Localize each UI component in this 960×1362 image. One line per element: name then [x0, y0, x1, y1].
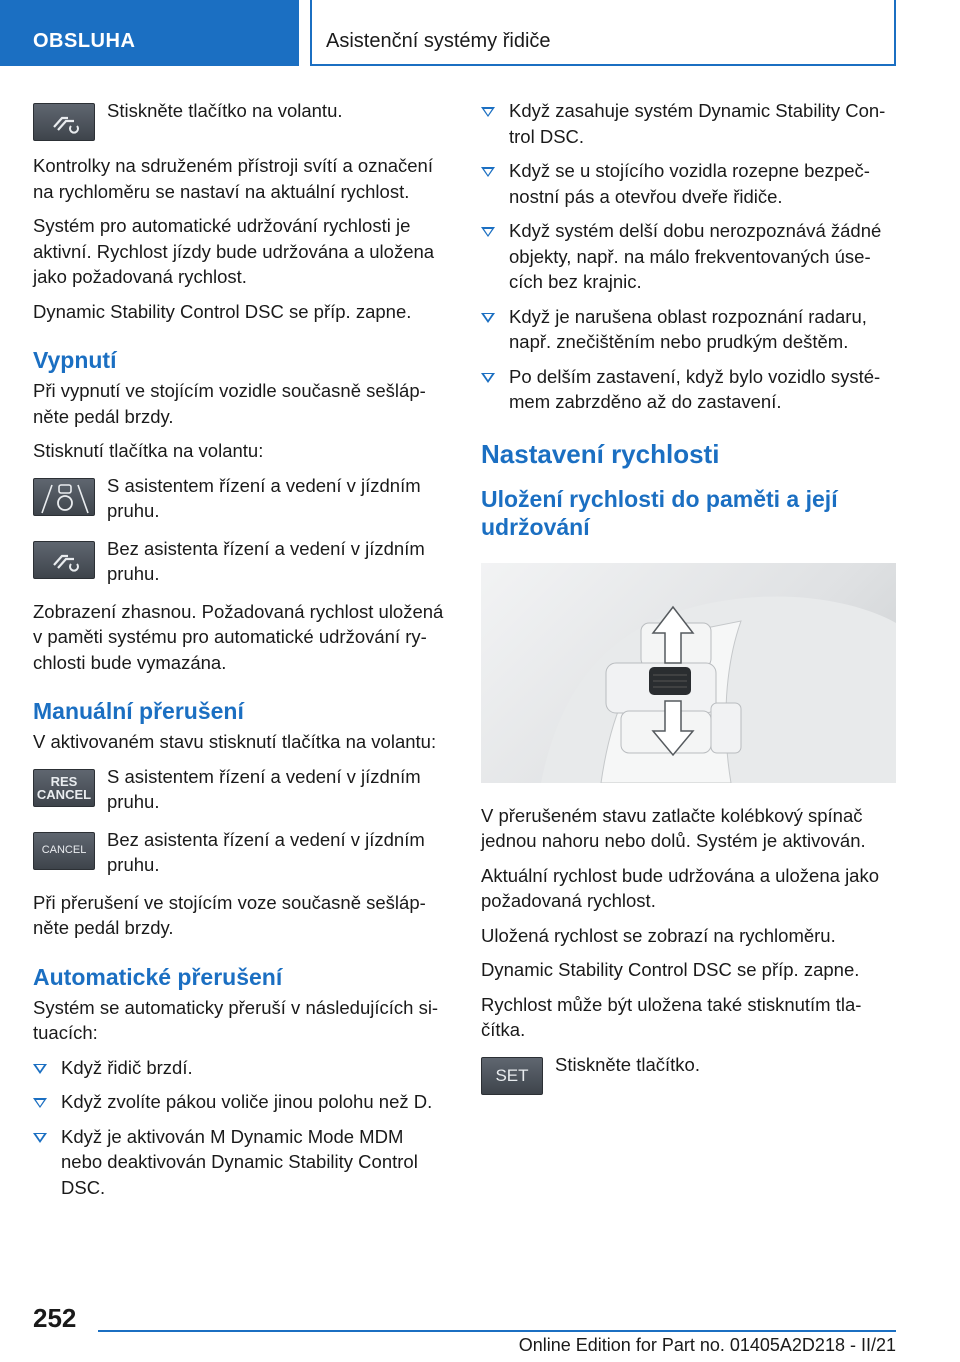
list-item: Když je narušena oblast rozpoznání radaru, např. znečištěním nebo prudkým deštěm.	[481, 304, 896, 355]
steering-wheel-rocker-switch-photo	[481, 563, 896, 783]
paragraph: Uložená rychlost se zobrazí na rychloměru.	[481, 924, 836, 946]
paragraph: V přerušeném stavu zatlačte kolébkový spínač jednou nahoru nebo dolů. Systém je aktivován.	[481, 804, 866, 851]
bullet-list	[481, 98, 896, 415]
paragraph: Dynamic Stability Control DSC se příp. zapne.	[33, 300, 412, 322]
cruise-control-button-icon	[33, 103, 95, 141]
set-label: SET	[495, 1066, 529, 1085]
triangle-bullet-icon	[33, 1133, 47, 1143]
right-column	[481, 98, 896, 1107]
chapter-header	[310, 0, 896, 66]
cancel-button-icon	[33, 832, 95, 870]
section-tab	[0, 0, 299, 66]
instruction-text: Stiskněte tlačítko na volantu.	[107, 100, 343, 121]
paragraph: Zobrazení zhasnou. Požadovaná rychlost uložená v paměti systému pro automatické udržování ry-chlosti bude vymazána.	[33, 600, 444, 673]
triangle-bullet-icon	[481, 107, 495, 117]
instruction-text: S asistentem řízení a vedení v jízdním pruhu.	[107, 765, 421, 812]
paragraph: Systém se automaticky přeruší v následujících si-tuacích:	[33, 996, 439, 1043]
list-item: Když systém delší dobu nerozpoznává žádné objekty, např. na málo frekventovaných úse-cích bez krajnic.	[481, 218, 896, 295]
cancel-label: CANCEL	[41, 844, 87, 856]
triangle-bullet-icon	[33, 1098, 47, 1108]
set-button-icon	[481, 1057, 543, 1095]
heading-auto: Automatické přerušení	[33, 963, 283, 990]
instruction-row	[33, 764, 449, 815]
page-number: 252	[33, 1303, 77, 1333]
heading-nastaveni: Nastavení rychlosti	[481, 438, 720, 469]
paragraph: V aktivovaném stavu stisknutí tlačítka na volantu:	[33, 731, 437, 752]
triangle-bullet-icon	[481, 227, 495, 237]
list-item: Když je aktivován M Dynamic Mode MDM nebo deaktivován Dynamic Stability Control DSC.	[33, 1124, 449, 1201]
list-item: Po delším zastavení, když bylo vozidlo systé-mem zabrzděno až do zastavení.	[481, 364, 896, 415]
list-item: Když zvolíte pákou voliče jinou polohu než D.	[33, 1089, 449, 1115]
lane-assist-button-icon	[33, 478, 95, 516]
paragraph: Při vypnutí ve stojícím vozidle současně sešláp-něte pedál brzdy.	[33, 380, 426, 427]
left-column	[33, 98, 449, 1209]
instruction-row	[481, 1052, 896, 1095]
paragraph: Dynamic Stability Control DSC se příp. zapne.	[481, 959, 860, 980]
list-item: Když zasahuje systém Dynamic Stability Con-trol DSC.	[481, 98, 896, 149]
paragraph: Rychlost může být uložena také stisknutím tla-čítka.	[481, 993, 862, 1040]
paragraph: Stisknutí tlačítka na volantu:	[33, 440, 264, 461]
paragraph: Systém pro automatické udržování rychlosti je aktivní. Rychlost jízdy bude udržována a uložena jako požadovaná rychlost.	[33, 215, 435, 287]
res-cancel-button-icon	[33, 769, 95, 807]
instruction-row	[33, 98, 449, 141]
instruction-row	[33, 827, 449, 878]
triangle-bullet-icon	[481, 313, 495, 323]
triangle-bullet-icon	[481, 373, 495, 383]
res-cancel-label: RES CANCEL	[36, 773, 92, 802]
edition-text: Online Edition for Part no. 01405A2D218 - II/21	[518, 1335, 896, 1355]
chapter-title: Asistenční systémy řidiče	[326, 30, 551, 52]
instruction-text: Stiskněte tlačítko.	[555, 1053, 700, 1075]
heading-manual: Manuální přerušení	[33, 698, 244, 724]
heading-ulozeni: Uložení rychlosti do paměti a její udržování	[481, 485, 838, 540]
cruise-control-button-icon	[33, 541, 95, 579]
list-item: Když řidič brzdí.	[33, 1055, 449, 1081]
heading-vypnuti: Vypnutí	[33, 347, 117, 373]
paragraph: Kontrolky na sdruženém přístroji svítí a označení na rychloměru se nastaví na aktuální rychlost.	[33, 155, 433, 202]
instruction-text: S asistentem řízení a vedení v jízdním pruhu.	[107, 474, 421, 521]
instruction-row	[33, 473, 449, 524]
paragraph: Aktuální rychlost bude udržována a uložena jako požadovaná rychlost.	[481, 864, 880, 911]
footer-divider	[98, 1330, 896, 1332]
section-title: OBSLUHA	[33, 30, 136, 52]
instruction-text: Bez asistenta řízení a vedení v jízdním pruhu.	[107, 828, 425, 875]
bullet-list	[33, 1055, 449, 1201]
triangle-bullet-icon	[481, 167, 495, 177]
list-item: Když se u stojícího vozidla rozepne bezpeč-nostní pás a otevřou dveře řidiče.	[481, 158, 896, 209]
paragraph: Při přerušení ve stojícím voze současně sešláp-něte pedál brzdy.	[33, 891, 426, 938]
instruction-text: Bez asistenta řízení a vedení v jízdním pruhu.	[107, 537, 425, 584]
triangle-bullet-icon	[33, 1064, 47, 1074]
instruction-row	[33, 536, 449, 587]
